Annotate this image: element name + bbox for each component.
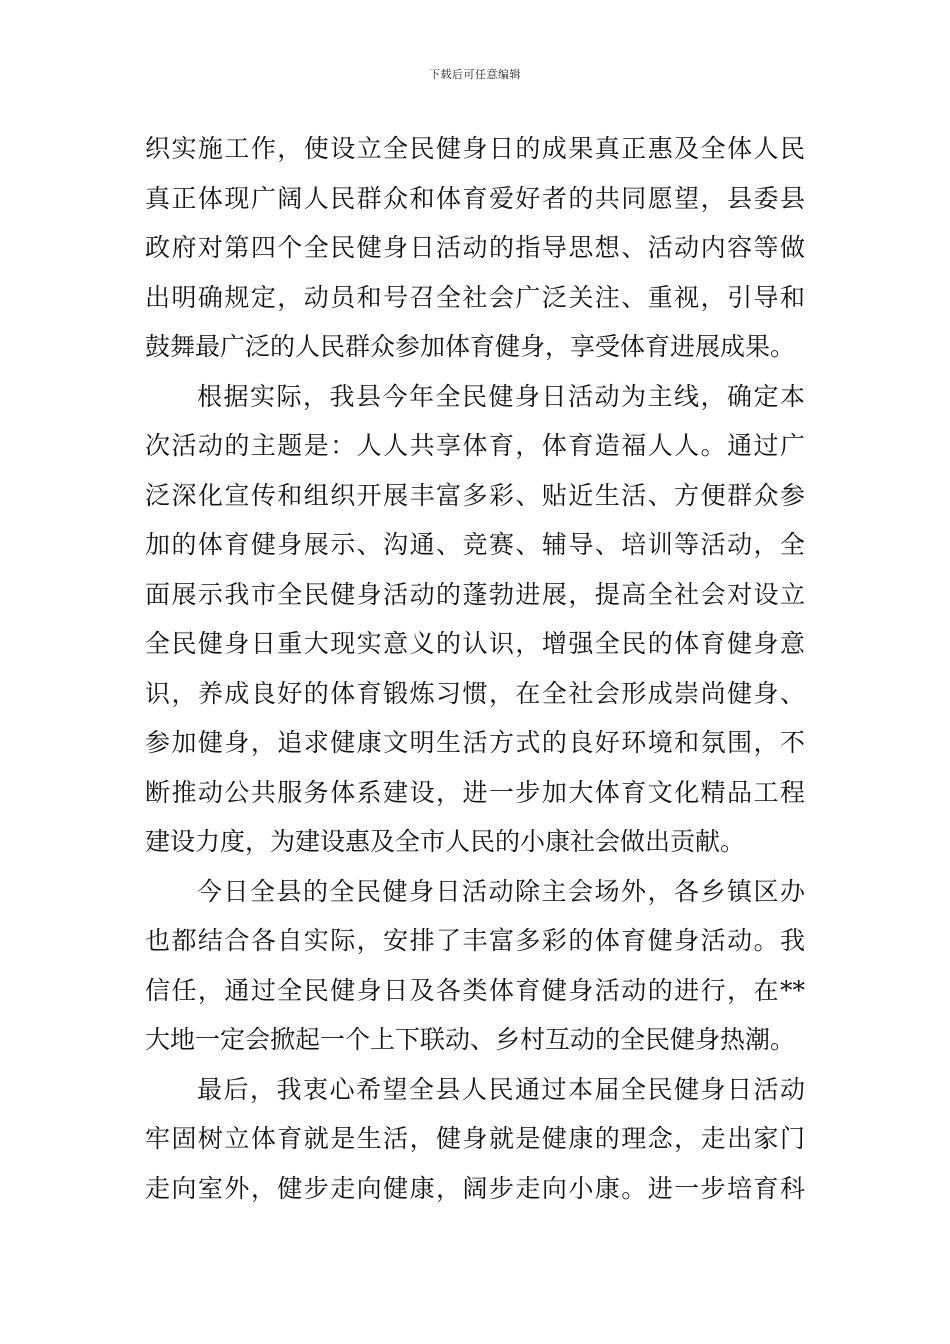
text-line: 也都结合各自实际，安排了丰富多彩的体育健身活动。我 (145, 926, 805, 955)
text-line: 鼓舞最广泛的人民群众参加体育健身，享受体育进展成果。 (145, 332, 796, 361)
text-line: 政府对第四个全民健身日活动的指导思想、活动内容等做 (145, 233, 805, 262)
text-line: 牢固树立体育就是生活，健身就是健康的理念，走出家门 (145, 1124, 805, 1153)
paragraph-first-line: 今日全县的全民健身日活动除主会场外，各乡镇区办 (197, 876, 805, 906)
header-note: 下载后可任意编辑 (429, 68, 521, 81)
paragraph-first-line: 根据实际，我县今年全民健身日活动为主线，确定本 (197, 381, 805, 411)
text-line: 参加健身，追求健康文明生活方式的良好环境和氛围，不 (145, 728, 805, 757)
paragraph-first-line: 最后，我衷心希望全县人民通过本届全民健身日活动 (197, 1074, 805, 1104)
text-line: 走向室外，健步走向健康，阔步走向小康。进一步培育科 (145, 1173, 805, 1203)
text-line: 真正体现广阔人民群众和体育爱好者的共同愿望，县委县 (145, 183, 805, 213)
text-line: 出明确规定，动员和号召全社会广泛关注、重视，引导和 (145, 282, 805, 312)
text-line: 全民健身日重大现实意义的认识，增强全民的体育健身意 (145, 629, 805, 658)
text-line: 大地一定会掀起一个上下联动、乡村互动的全民健身热潮。 (145, 1025, 796, 1054)
text-line: 加的体育健身展示、沟通、竞赛、辅导、培训等活动，全 (145, 530, 805, 559)
text-line: 识，养成良好的体育锻炼习惯，在全社会形成崇尚健身、 (145, 678, 805, 708)
text-line: 织实施工作，使设立全民健身日的成果真正惠及全体人民 (145, 134, 805, 163)
text-line: 面展示我市全民健身活动的蓬勃进展，提高全社会对设立 (145, 579, 805, 609)
text-line: 断推动公共服务体系建设，进一步加大体育文化精品工程 (145, 777, 805, 807)
text-line: 次活动的主题是：人人共享体育，体育造福人人。通过广 (145, 431, 805, 460)
text-line: 泛深化宣传和组织开展丰富多彩、贴近生活、方便群众参 (145, 480, 805, 510)
body-text (145, 124, 805, 1213)
text-line: 建设力度，为建设惠及全市人民的小康社会做出贡献。 (145, 827, 746, 856)
text-line: 信任，通过全民健身日及各类体育健身活动的进行，在** (145, 975, 805, 1005)
